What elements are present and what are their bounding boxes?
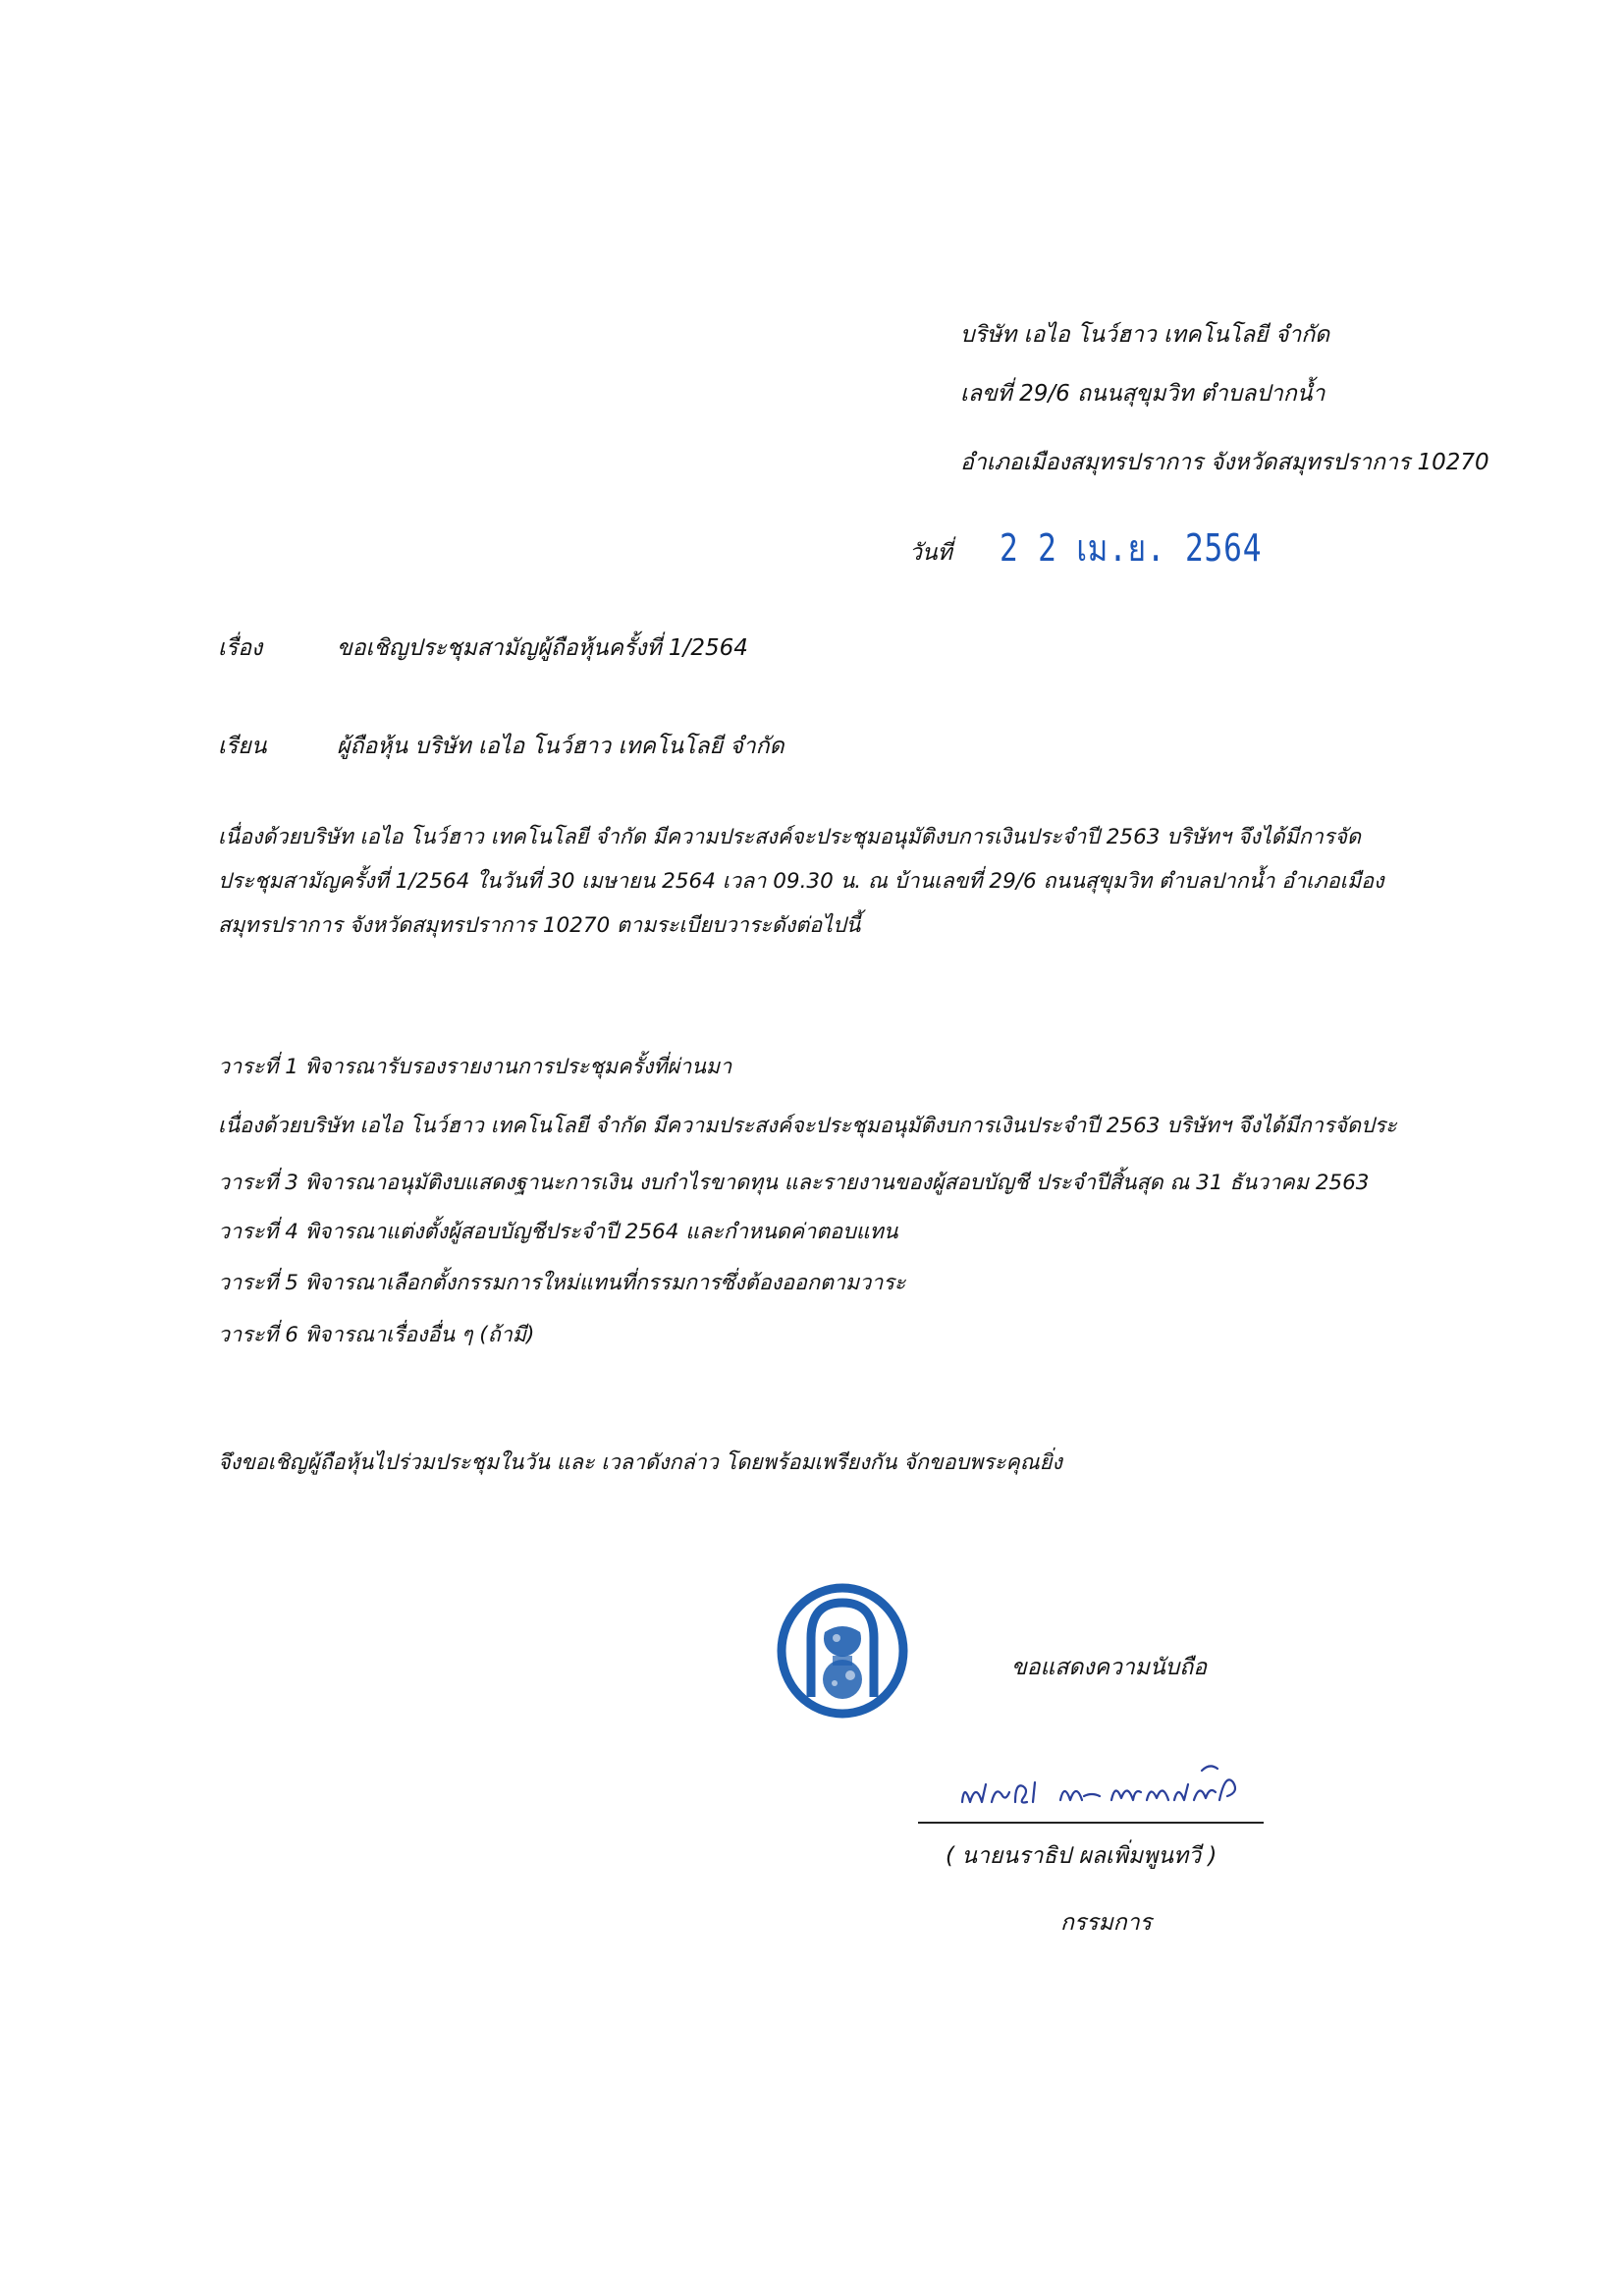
agenda-item: วาระที่ 6 พิจารณาเรื่องอื่น ๆ (ถ้ามี) <box>218 1323 535 1347</box>
signer-name: ( นายนราธิป ผลเพิ่มพูนทวี ) <box>946 1843 1217 1869</box>
body-paragraph-line: เนื่องด้วยบริษัท เอไอ โนว์ฮาว เทคโนโลยี จำกัด มีความประสงค์จะประชุมอนุมัติงบการเงินประจำปี 2563 บริษัทฯ จึงได้มีการจัด <box>218 825 1361 849</box>
handwritten-signature <box>952 1753 1276 1822</box>
body-paragraph-line: สมุทรปราการ จังหวัดสมุทรปราการ 10270 ตามระเบียบวาระดังต่อไปนี้ <box>218 913 861 938</box>
date-label: วันที่ <box>909 540 952 566</box>
subject-text: ขอเชิญประชุมสามัญผู้ถือหุ้นครั้งที่ 1/2564 <box>337 635 748 661</box>
company-seal-icon <box>774 1581 911 1721</box>
signer-title: กรรมการ <box>1060 1910 1152 1936</box>
company-address-line1: เลขที่ 29/6 ถนนสุขุมวิท ตำบลปากน้ำ <box>960 381 1325 407</box>
recipient-label: เรียน <box>218 734 267 759</box>
date-stamp: 2 2 เม.ย. 2564 <box>1000 526 1263 570</box>
company-address-line2: อำเภอเมืองสมุทรปราการ จังหวัดสมุทรปราการ 10270 <box>960 450 1489 475</box>
regards-text: ขอแสดงความนับถือ <box>1011 1655 1208 1680</box>
agenda-item: วาระที่ 4 พิจารณาแต่งตั้งผู้สอบบัญชีประจำปี 2564 และกำหนดค่าตอบแทน <box>218 1220 898 1244</box>
company-name: บริษัท เอไอ โนว์ฮาว เทคโนโลยี จำกัด <box>960 322 1330 348</box>
recipient-text: ผู้ถือหุ้น บริษัท เอไอ โนว์ฮาว เทคโนโลยี จำกัด <box>337 734 784 759</box>
signature-line <box>918 1822 1264 1824</box>
subject-label: เรื่อง <box>218 635 263 661</box>
agenda-item: เนื่องด้วยบริษัท เอไอ โนว์ฮาว เทคโนโลยี จำกัด มีความประสงค์จะประชุมอนุมัติงบการเงินประจำปี 2563 บริษัทฯ จึงได้มีการจัดประ <box>218 1114 1397 1138</box>
closing-sentence: จึงขอเชิญผู้ถือหุ้นไปร่วมประชุมในวัน และ เวลาดังกล่าว โดยพร้อมเพรียงกัน จักขอบพระคุณยิ่ง <box>218 1450 1062 1475</box>
agenda-item: วาระที่ 1 พิจารณารับรองรายงานการประชุมครั้งที่ผ่านมา <box>218 1055 732 1079</box>
body-paragraph-line: ประชุมสามัญครั้งที่ 1/2564 ในวันที่ 30 เมษายน 2564 เวลา 09.30 น. ณ บ้านเลขที่ 29/6 ถนนสุขุมวิท ตำบลปากน้ำ อำเภอเมือง <box>218 869 1384 894</box>
agenda-item: วาระที่ 3 พิจารณาอนุมัติงบแสดงฐานะการเงิน งบกำไรขาดทุน และรายงานของผู้สอบบัญชี ประจำปีสิ้นสุด ณ 31 ธันวาคม 2563 <box>218 1171 1370 1195</box>
agenda-item: วาระที่ 5 พิจารณาเลือกตั้งกรรมการใหม่แทนที่กรรมการซึ่งต้องออกตามวาระ <box>218 1271 906 1295</box>
